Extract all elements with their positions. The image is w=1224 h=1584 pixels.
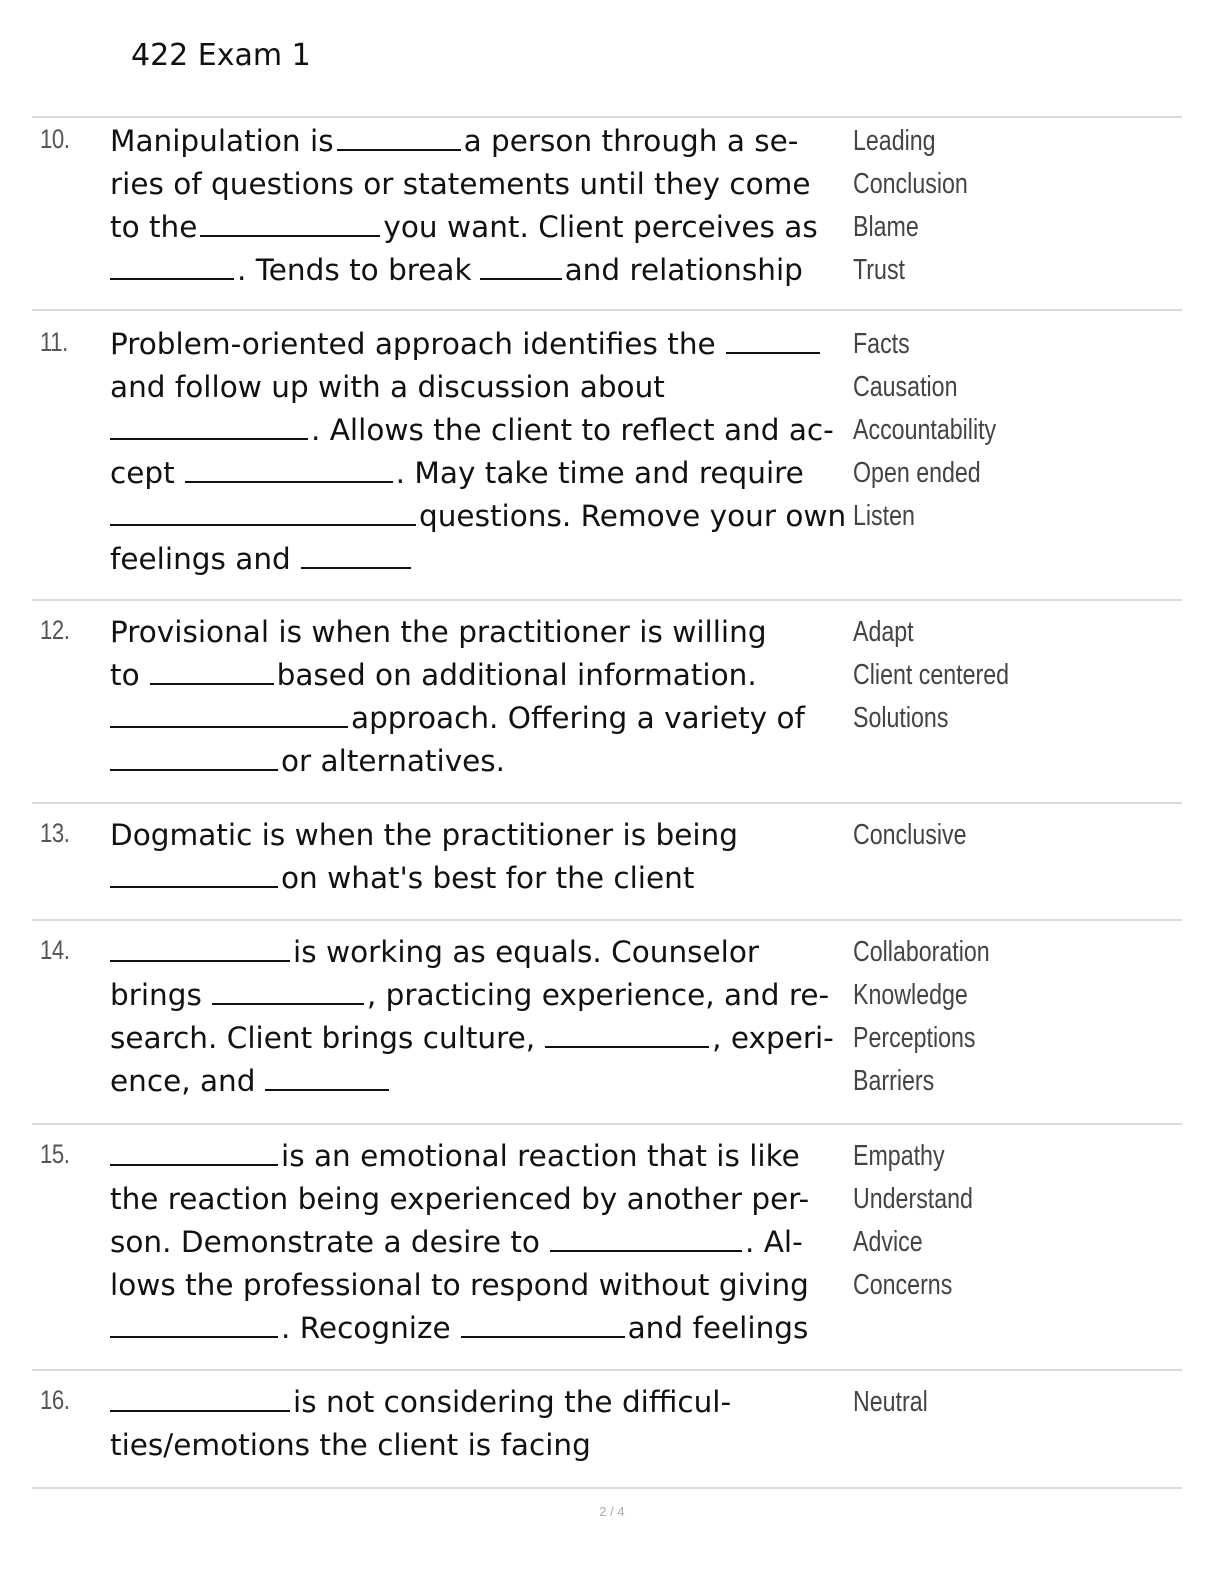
answer-blank[interactable] [110, 885, 278, 888]
page-title: 422 Exam 1 [131, 38, 311, 73]
answer-blank[interactable] [110, 959, 290, 962]
question-number: 10. [40, 124, 70, 154]
answer-blank[interactable] [550, 1249, 742, 1252]
answer-blank[interactable] [110, 277, 234, 280]
answer-blank[interactable] [110, 1409, 290, 1412]
answer-blank[interactable] [545, 1045, 709, 1048]
question-card-14 [32, 919, 1182, 1124]
answer-blank[interactable] [185, 480, 393, 483]
answer-blank[interactable] [110, 768, 278, 771]
question-card-13 [32, 802, 1182, 920]
question-text: Problem-oriented approach identifies the and follow up with a discussion about . Allows the client to reflect and ac- cept . May take time and require questions. Remove your own feelings and [110, 327, 847, 576]
question-number: 13. [40, 818, 70, 848]
question-number: 12. [40, 615, 70, 645]
answer-blank[interactable] [212, 1002, 364, 1005]
question-card-11 [32, 309, 1182, 600]
question-text: is working as equals. Counselor brings , practicing experience, and re- search. Client brings culture, , experi- ence, and [110, 935, 834, 1098]
answer-blank[interactable] [110, 1163, 278, 1166]
answer-key: Facts Causation Accountability Open ended Listen [853, 328, 997, 532]
answer-blank[interactable] [461, 1335, 625, 1338]
answer-blank[interactable] [110, 725, 348, 728]
answer-blank[interactable] [200, 234, 380, 237]
answer-blank[interactable] [301, 566, 411, 569]
answer-key: Collaboration Knowledge Perceptions Barriers [853, 936, 990, 1097]
answer-key: Leading Conclusion Blame Trust [853, 125, 968, 286]
answer-blank[interactable] [110, 437, 308, 440]
question-number: 14. [40, 935, 70, 965]
answer-key: Empathy Understand Advice Concerns [853, 1140, 973, 1301]
question-card-16 [32, 1369, 1182, 1489]
question-card-12 [32, 599, 1182, 803]
question-text: is an emotional reaction that is like the reaction being experienced by another per- son. Demonstrate a desire to . Al- lows the professional to respond without giving . Recognize and feelings [110, 1139, 810, 1345]
question-text: Provisional is when the practitioner is willing to based on additional information. approach. Offering a variety of or alternatives. [110, 615, 805, 778]
answer-key: Adapt Client centered Solutions [853, 616, 1010, 734]
question-number: 16. [40, 1385, 70, 1415]
question-text: Manipulation is a person through a se- ries of questions or statements until they come to the you want. Client perceives as . Tends to break and relationship [110, 124, 818, 287]
question-text: is not considering the difficul- ties/emotions the client is facing [110, 1385, 732, 1462]
answer-key: Neutral [853, 1386, 928, 1418]
answer-blank[interactable] [726, 351, 820, 354]
question-card-15 [32, 1123, 1182, 1370]
question-number: 11. [40, 327, 68, 357]
question-number: 15. [40, 1139, 70, 1169]
question-card-10 [32, 116, 1182, 310]
page-indicator: 2 / 4 [599, 1504, 625, 1519]
answer-blank[interactable] [150, 682, 274, 685]
answer-key: Conclusive [853, 819, 967, 851]
answer-blank[interactable] [110, 523, 416, 526]
answer-blank[interactable] [337, 148, 461, 151]
answer-blank[interactable] [265, 1088, 389, 1091]
answer-blank[interactable] [480, 277, 562, 280]
answer-blank[interactable] [110, 1335, 278, 1338]
question-text: Dogmatic is when the practitioner is being on what's best for the client [110, 818, 738, 895]
